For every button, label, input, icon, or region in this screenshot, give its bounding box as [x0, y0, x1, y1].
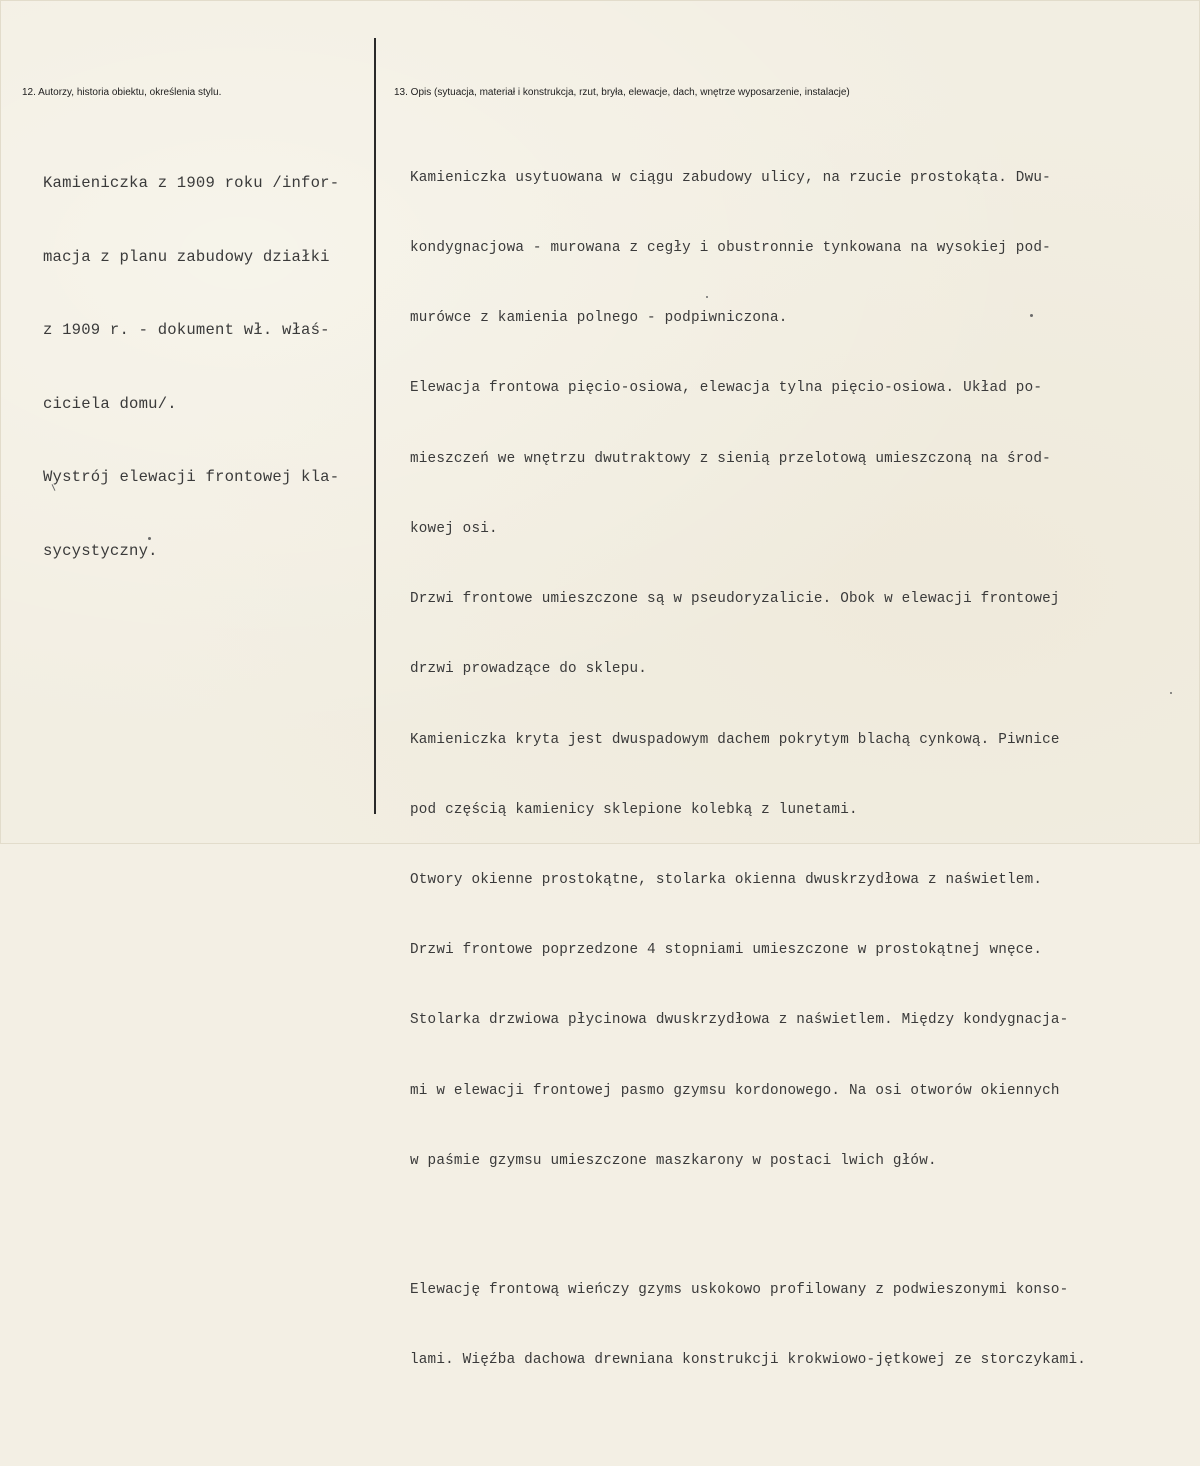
description-line: mi w elewacji frontowej pasmo gzymsu kordonowego. Na osi otworów okiennych [410, 1082, 1060, 1099]
paper-speck [148, 537, 151, 540]
description-line: Stolarka drzwiowa płycinowa dwuskrzydłowa z naświetlem. Między kondygnacja- [410, 1012, 1069, 1029]
description-line: pod częścią kamienicy sklepione kolebką z lunetami. [410, 801, 858, 818]
description-line: Kamieniczka usytuowana w ciągu zabudowy ulicy, na rzucie prostokąta. Dwu- [410, 169, 1051, 186]
history-line: sycystyczny. [43, 541, 158, 560]
description-line: drzwi prowadzące do sklepu. [410, 661, 648, 678]
description-line: murówce z kamienia polnego - podpiwniczona. [410, 310, 788, 327]
paper-speck [1030, 314, 1033, 317]
description-line: Drzwi frontowe umieszczone są w pseudoryzalicie. Obok w elewacji frontowej [410, 591, 1060, 608]
history-line: Kamieniczka z 1909 roku /infor- [43, 174, 340, 192]
history-line: Wystrój elewacji frontowej kla- [43, 468, 340, 486]
description-line: lami. Więźba dachowa drewniana konstrukcji krokwiowo-jętkowej ze storczykami. [410, 1352, 1087, 1369]
description-line: kowej osi. [410, 520, 498, 537]
history-line: z 1909 r. - dokument wł. właś- [43, 321, 330, 339]
description-text [410, 120, 1086, 1466]
description-line: Elewację frontową wieńczy gzyms uskokowo profilowany z podwieszonymi konso- [410, 1281, 1069, 1298]
column-divider [374, 38, 376, 814]
description-line: Kamieniczka kryta jest dwuspadowym dachem pokrytym blachą cynkową. Piwnice [410, 731, 1060, 748]
description-line: mieszczeń we wnętrzu dwutraktowy z sienią przelotową umieszczoną na środ- [410, 450, 1051, 467]
description-line: Elewacja frontowa pięcio-osiowa, elewacja tylna pięcio-osiowa. Układ po- [410, 380, 1043, 397]
description-line: Drzwi frontowe poprzedzone 4 stopniami umieszczone w prostokątnej wnęce. [410, 942, 1043, 959]
description-line: Otwory okienne prostokątne, stolarka okienna dwuskrzydłowa z naświetlem. [410, 872, 1043, 888]
description-line: w paśmie gzymsu umieszczone maszkarony w postaci lwich głów. [410, 1152, 937, 1169]
section-12-heading: 12. Autorzy, historia obiektu, określenia stylu. [22, 87, 222, 98]
paper-speck [706, 296, 708, 298]
history-line: macja z planu zabudowy działki [43, 247, 330, 266]
description-line: kondygnacjowa - murowana z cegły i obustronnie tynkowana na wysokiej pod- [410, 240, 1051, 257]
history-line: ciciela domu/. [43, 394, 177, 413]
description-paragraph-2 [410, 1232, 1086, 1419]
history-text [43, 122, 339, 612]
section-13-heading: 13. Opis (sytuacja, materiał i konstrukcja, rzut, bryła, elewacje, dach, wnętrze wyposarzenie, instalacje) [394, 87, 850, 98]
paper-speck [1170, 692, 1172, 694]
